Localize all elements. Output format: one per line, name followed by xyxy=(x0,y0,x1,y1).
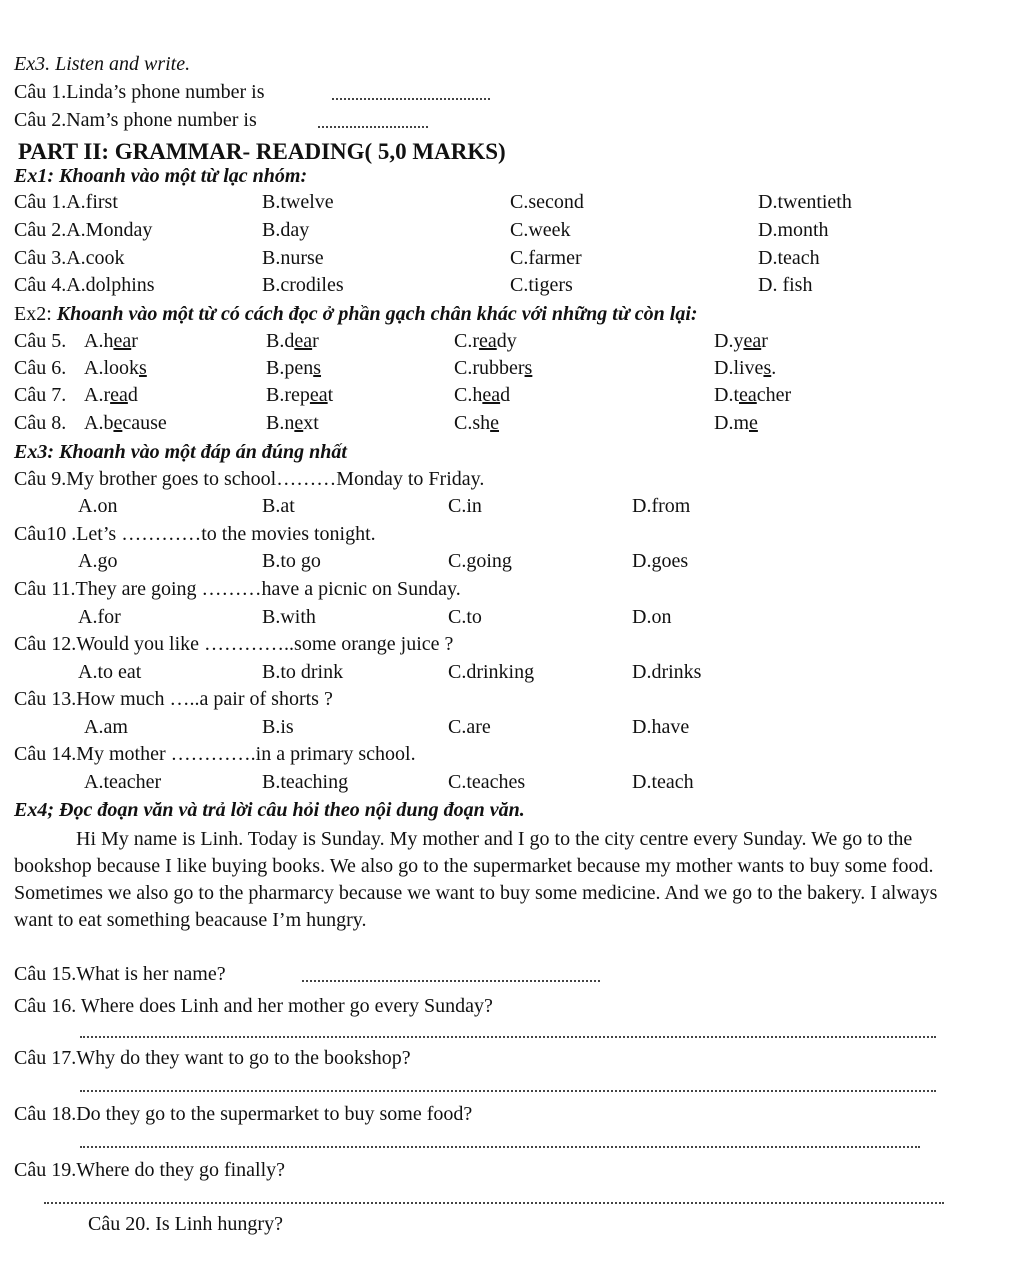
q17: Câu 17.Why do they want to go to the bookshop? xyxy=(14,1047,411,1069)
underlined-sound: ea xyxy=(309,384,328,406)
ex2-title xyxy=(14,302,698,326)
word-part: A.b xyxy=(84,412,114,434)
ex2-option-d[interactable] xyxy=(714,411,758,435)
q15: Câu 15.What is her name? xyxy=(14,963,226,985)
word-part: cher xyxy=(756,384,792,406)
word-part: D.m xyxy=(714,412,749,434)
ex3-option[interactable]: C.are xyxy=(448,716,491,738)
word-part: C.sh xyxy=(454,412,491,434)
ex2-option-c[interactable] xyxy=(454,329,517,353)
ex1-question-option-a[interactable]: Câu 2.A.Monday xyxy=(14,219,153,241)
ex3-option[interactable]: C.to xyxy=(448,606,482,628)
ex3-question: Câu 12.Would you like …………..some orange juice ? xyxy=(14,633,454,655)
ex3-option[interactable]: A.go xyxy=(78,550,118,572)
ex2-option-a[interactable] xyxy=(84,383,138,407)
ex3-option[interactable]: C.teaches xyxy=(448,771,526,793)
ex1-option-b[interactable]: B.twelve xyxy=(262,191,334,213)
ex3-option[interactable]: D.goes xyxy=(632,550,689,572)
ex1-option-b[interactable]: B.crodiles xyxy=(262,274,344,296)
word-part: B.pen xyxy=(266,357,314,379)
ex2-option-c[interactable] xyxy=(454,411,499,435)
word-part: r xyxy=(312,330,319,352)
ex1-option-b[interactable]: B.nurse xyxy=(262,247,324,269)
underlined-sound: e xyxy=(749,412,758,434)
ex3-question: Câu 11.They are going ………have a picnic on Sunday. xyxy=(14,578,461,600)
ex2-option-b[interactable] xyxy=(266,383,333,407)
underlined-sound: ea xyxy=(482,384,501,406)
q1-linda-phone: Câu 1.Linda’s phone number is xyxy=(14,81,265,103)
ex1-option-d[interactable]: D.twentieth xyxy=(758,191,852,213)
ex1-option-d[interactable]: D.month xyxy=(758,219,829,241)
ex2-question-number: Câu 5. xyxy=(14,330,67,352)
ex1-option-c[interactable]: C.tigers xyxy=(510,274,573,296)
ex3-option[interactable]: C.going xyxy=(448,550,512,572)
ex2-option-c[interactable] xyxy=(454,383,510,407)
word-part: A.h xyxy=(84,330,114,352)
ex1-option-d[interactable]: D.teach xyxy=(758,247,820,269)
word-part: C.r xyxy=(454,330,479,352)
q20: Câu 20. Is Linh hungry? xyxy=(88,1213,283,1235)
ex2-option-d[interactable] xyxy=(714,383,791,407)
ex2-prefix: Ex2: xyxy=(14,303,57,325)
word-part: B.n xyxy=(266,412,295,434)
ex2-option-a[interactable] xyxy=(84,411,167,435)
word-part: xt xyxy=(303,412,319,434)
ex2-question-number: Câu 7. xyxy=(14,384,67,406)
underlined-sound: s xyxy=(524,357,533,379)
part2-title: PART II: GRAMMAR- READING( 5,0 MARKS) xyxy=(18,139,506,164)
ex3-option[interactable]: B.with xyxy=(262,606,316,628)
ex2-option-a[interactable] xyxy=(84,329,138,353)
underlined-sound: ea xyxy=(743,330,762,352)
underlined-sound: s xyxy=(763,357,772,379)
ex4-title: Ex4; Đọc đoạn văn và trả lời câu hỏi theo nội dung đoạn văn. xyxy=(14,799,525,821)
ex3-option[interactable]: A.am xyxy=(84,716,128,738)
q2-answer-line[interactable] xyxy=(318,126,428,128)
ex2-option-b[interactable] xyxy=(266,329,319,353)
word-part: t xyxy=(327,384,334,406)
q18: Câu 18.Do they go to the supermarket to buy some food? xyxy=(14,1103,473,1125)
ex2-option-c[interactable] xyxy=(454,356,532,380)
word-part: A.look xyxy=(84,357,139,379)
word-part: d xyxy=(500,384,511,406)
ex1-option-d[interactable]: D. fish xyxy=(758,274,813,296)
q2-nam-phone: Câu 2.Nam’s phone number is xyxy=(14,109,257,131)
underlined-sound: s xyxy=(139,357,147,379)
underlined-sound: ea xyxy=(113,330,132,352)
word-part: D.y xyxy=(714,330,744,352)
ex3-option[interactable]: D.teach xyxy=(632,771,694,793)
ex2-option-b[interactable] xyxy=(266,356,321,380)
q15-answer-line[interactable] xyxy=(302,980,600,982)
ex3-option[interactable]: B.is xyxy=(262,716,294,738)
ex3-option[interactable]: A.teacher xyxy=(84,771,162,793)
ex3-option[interactable]: A.on xyxy=(78,495,118,517)
ex3-title: Ex3: Khoanh vào một đáp án đúng nhất xyxy=(14,441,347,463)
ex3-option[interactable]: C.in xyxy=(448,495,482,517)
ex3-question: Câu 14.My mother ………….in a primary school. xyxy=(14,743,416,765)
underlined-sound: e xyxy=(113,412,123,434)
ex1-option-b[interactable]: B.day xyxy=(262,219,310,241)
ex3-option[interactable]: A.for xyxy=(78,606,121,628)
ex3-question: Câu 9.My brother goes to school………Monday to Friday. xyxy=(14,468,485,490)
underlined-sound: e xyxy=(490,412,500,434)
ex3-option[interactable]: D.drinks xyxy=(632,661,702,683)
word-part: B.d xyxy=(266,330,295,352)
word-part: C.rubber xyxy=(454,357,525,379)
word-part: r xyxy=(131,330,138,352)
ex2-option-d[interactable] xyxy=(714,356,776,380)
word-part: B.rep xyxy=(266,384,310,406)
q16: Câu 16. Where does Linh and her mother go every Sunday? xyxy=(14,995,493,1017)
word-part: D.live xyxy=(714,357,764,379)
ex3-option[interactable]: B.to go xyxy=(262,550,321,572)
q1-answer-line[interactable] xyxy=(332,98,490,100)
ex3-option[interactable]: D.from xyxy=(632,495,691,517)
ex3-option[interactable]: C.drinking xyxy=(448,661,535,683)
ex1-option-c[interactable]: C.second xyxy=(510,191,584,213)
word-part: A.r xyxy=(84,384,111,406)
ex3-option[interactable]: B.at xyxy=(262,495,295,517)
ex3-listen-title: Ex3. Listen and write. xyxy=(14,53,191,75)
ex1-title: Ex1: Khoanh vào một từ lạc nhóm: xyxy=(14,165,308,187)
underlined-sound: ea xyxy=(739,384,757,406)
ex3-option[interactable]: D.have xyxy=(632,716,690,738)
underlined-sound: s xyxy=(313,357,322,379)
reading-passage xyxy=(14,826,944,934)
ex3-option[interactable]: B.to drink xyxy=(262,661,344,683)
ex3-option[interactable]: B.teaching xyxy=(262,771,349,793)
q19: Câu 19.Where do they go finally? xyxy=(14,1159,286,1181)
word-part: . xyxy=(771,357,777,379)
underlined-sound: ea xyxy=(294,330,313,352)
word-part: d xyxy=(127,384,138,406)
ex2-option-b[interactable] xyxy=(266,411,319,435)
ex2-question-number: Câu 8. xyxy=(14,412,67,434)
ex1-question-option-a[interactable]: Câu 1.A.first xyxy=(14,191,118,213)
ex3-option[interactable]: A.to eat xyxy=(78,661,142,683)
ex3-question: Câu 13.How much …..a pair of shorts ? xyxy=(14,688,333,710)
q17-answer-line[interactable] xyxy=(80,1090,936,1092)
ex2-question-number: Câu 6. xyxy=(14,357,67,379)
ex1-question-option-a[interactable]: Câu 4.A.dolphins xyxy=(14,274,155,296)
word-part: cause xyxy=(122,412,167,434)
underlined-sound: ea xyxy=(479,330,497,352)
ex2-option-a[interactable] xyxy=(84,356,147,380)
word-part: dy xyxy=(496,330,517,352)
ex2-option-d[interactable] xyxy=(714,329,768,353)
word-part: D.t xyxy=(714,384,739,406)
underlined-sound: e xyxy=(294,412,304,434)
word-part: C.h xyxy=(454,384,483,406)
ex1-option-c[interactable]: C.week xyxy=(510,219,571,241)
q19-answer-line[interactable] xyxy=(44,1202,944,1204)
word-part: r xyxy=(761,330,768,352)
ex3-option[interactable]: D.on xyxy=(632,606,672,628)
ex1-option-c[interactable]: C.farmer xyxy=(510,247,582,269)
passage-text: Hi My name is Linh. Today is Sunday. My mother and I go to the city centre every Sunday. We go to the bookshop because I like buying books. We also go to the supermarket because my mother wants to buy some food. Sometimes we also go to the pharmarcy because we want to buy some medicine. And we go to the bakery. I always want to eat something beacause I’m hungry. xyxy=(14,828,938,931)
ex1-question-option-a[interactable]: Câu 3.A.cook xyxy=(14,247,125,269)
underlined-sound: ea xyxy=(110,384,128,406)
ex2-instruction: Khoanh vào một từ có cách đọc ở phần gạch chân khác với những từ còn lại: xyxy=(56,303,698,325)
q16-answer-line[interactable] xyxy=(80,1036,936,1038)
ex3-question: Câu10 .Let’s …………to the movies tonight. xyxy=(14,523,376,545)
q18-answer-line[interactable] xyxy=(80,1146,920,1148)
